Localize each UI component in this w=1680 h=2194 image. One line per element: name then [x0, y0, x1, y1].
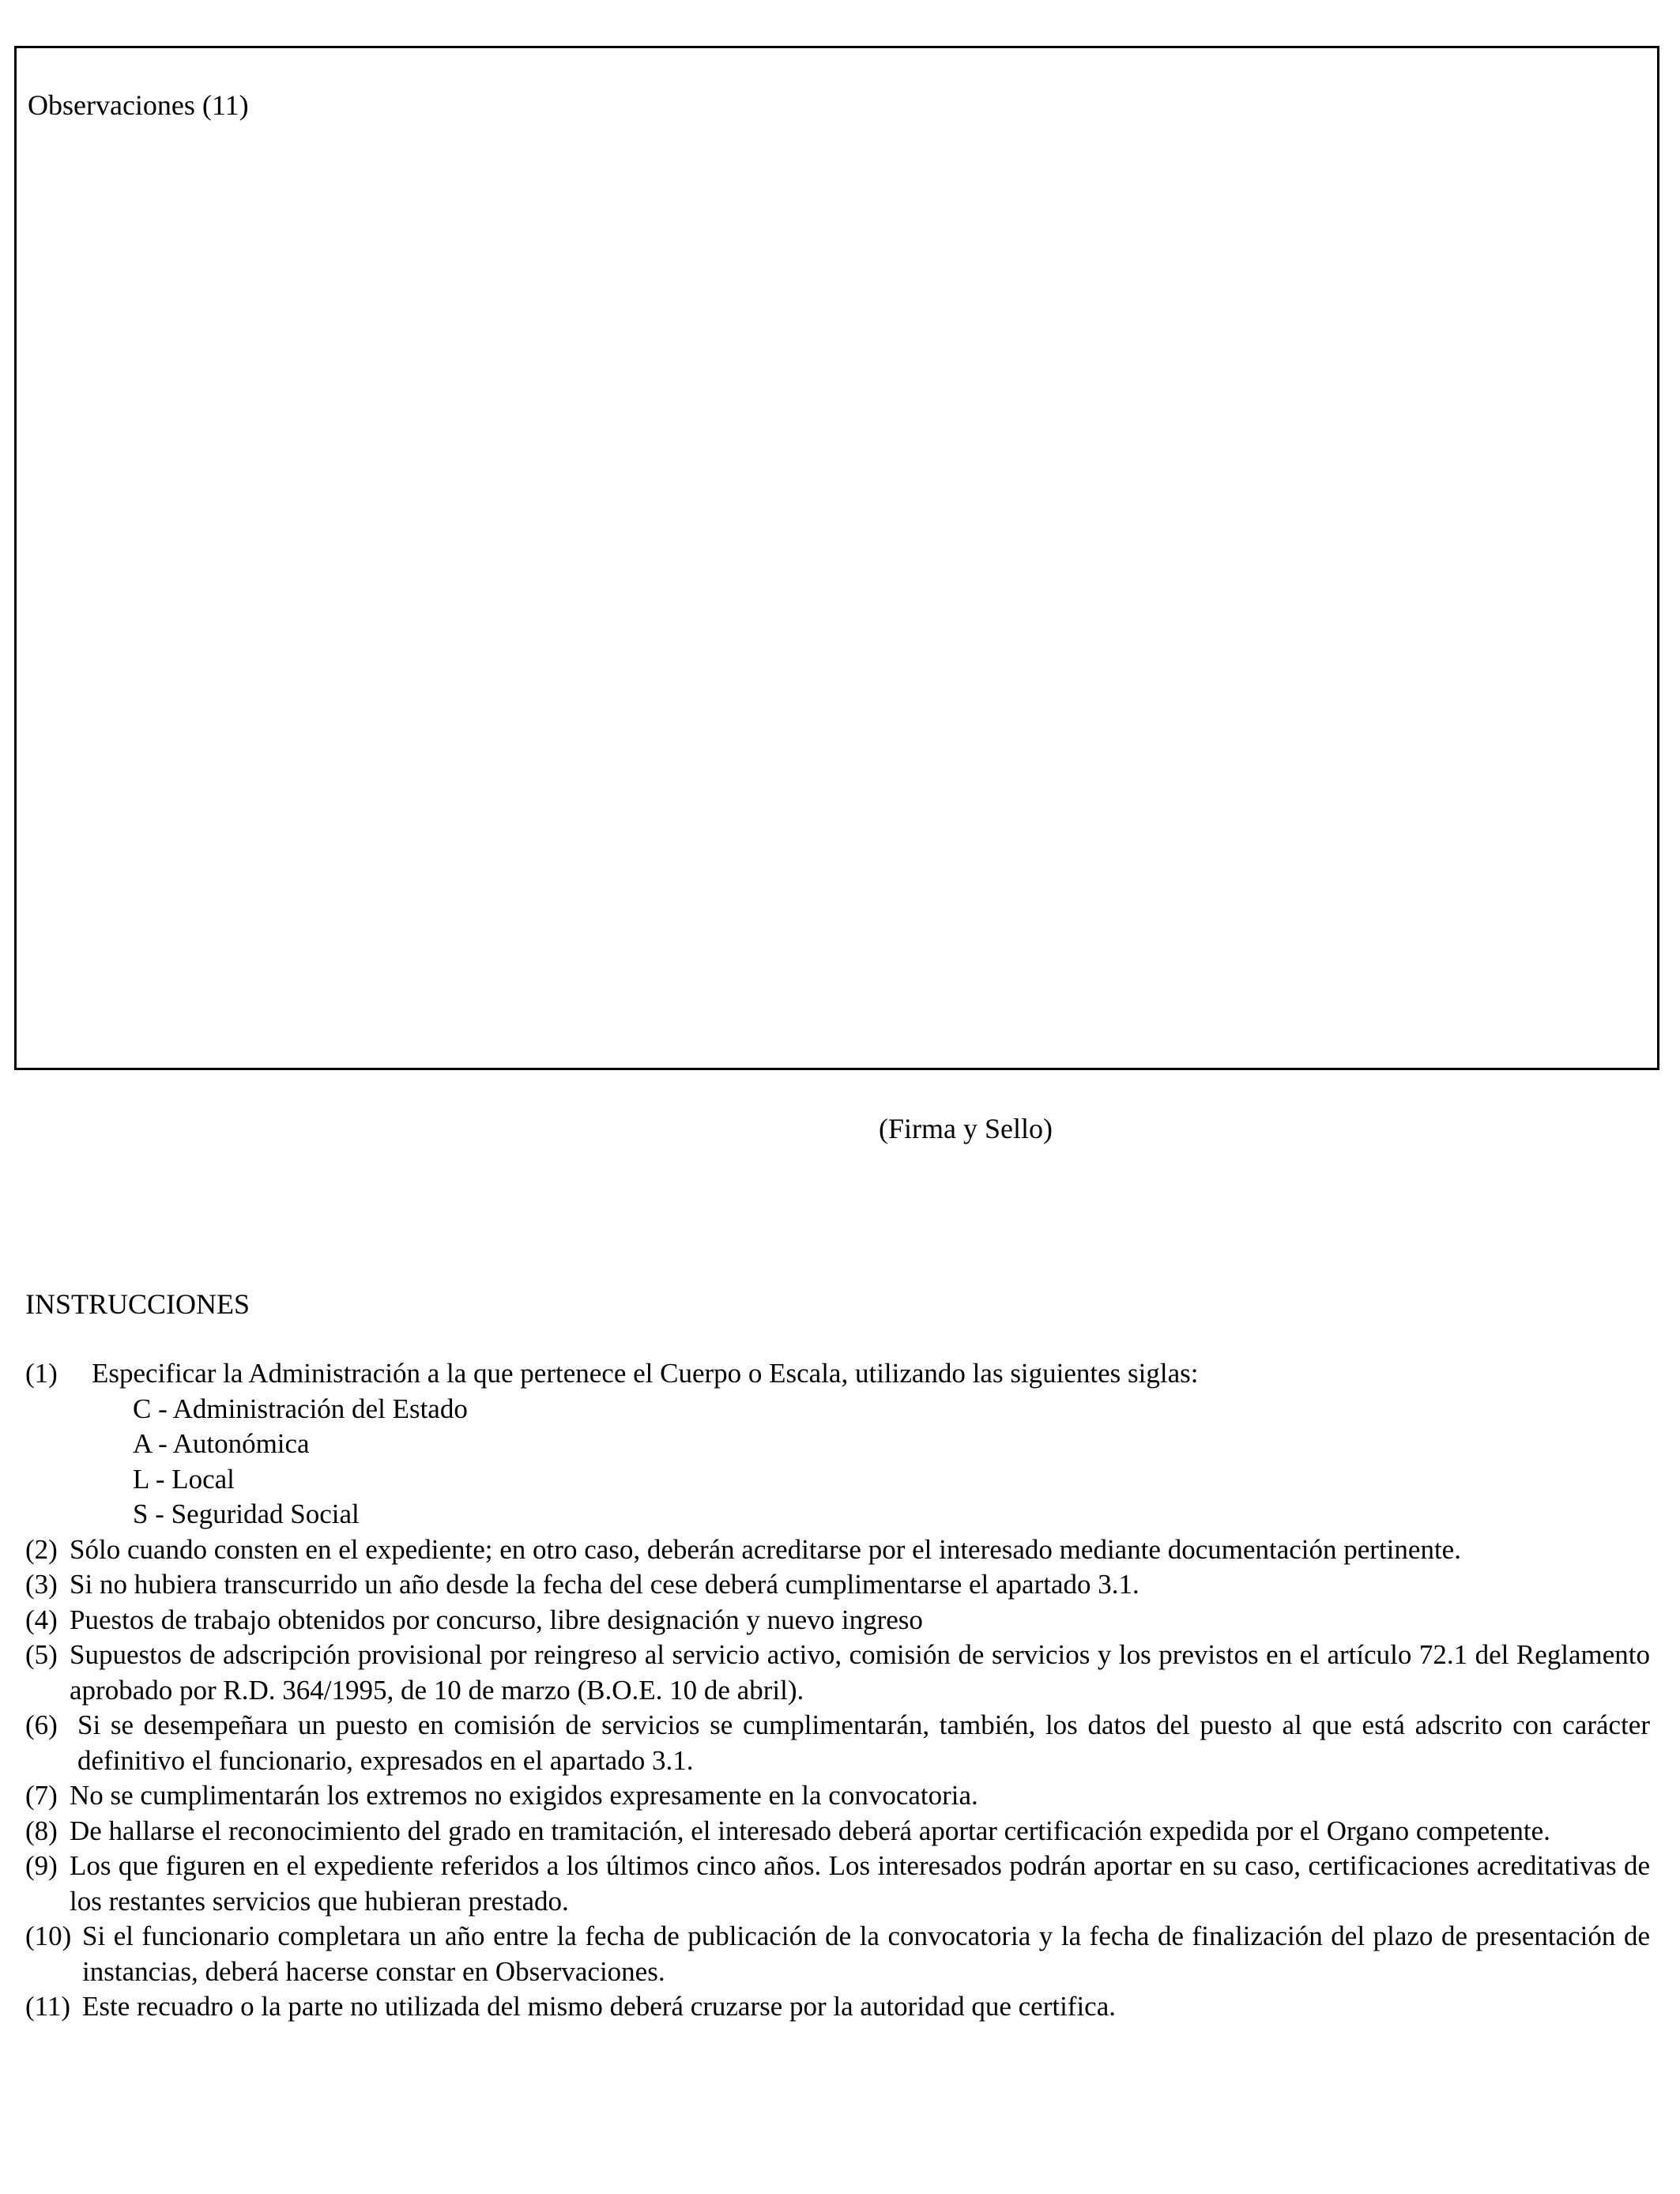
instruccion-text: Puestos de trabajo obtenidos por concurso, libre designación y nuevo ingreso: [70, 1604, 923, 1635]
instrucciones-title: INSTRUCCIONES: [25, 1288, 250, 1320]
instruccion-3: [25, 1567, 1650, 1603]
instruccion-number: (8): [25, 1815, 58, 1846]
instruccion-text: Si el funcionario completara un año entre la fecha de publicación de la convocatoria y la fecha de finalización del plazo de presentación de instancias, deberá hacerse constar en Observaciones.: [82, 1921, 1650, 1987]
sigla-item: A - Autonómica: [133, 1428, 310, 1459]
instruccion-text: De hallarse el reconocimiento del grado en tramitación, el interesado deberá aportar certificación expedida por el Organo competente.: [70, 1815, 1550, 1846]
instruccion-number: (11): [25, 1991, 71, 2022]
observaciones-label: Observaciones (11): [28, 89, 249, 121]
instruccion-8: [25, 1814, 1650, 1849]
instruccion-1: [25, 1356, 1650, 1392]
instruccion-number: (1): [25, 1358, 58, 1389]
instruccion-text: Sólo cuando consten en el expediente; en otro caso, deberán acreditarse por el interesado mediante documentación pertinente.: [70, 1533, 1461, 1565]
instruccion-6: [25, 1708, 1650, 1778]
instruccion-text: Si se desempeñara un puesto en comisión de servicios se cumplimentarán, también, los datos del puesto al que está adscrito con carácter definitivo el funcionario, expresados en el apartado 3.1.: [77, 1710, 1650, 1776]
instruccion-9: [25, 1849, 1650, 1919]
instruccion-text: Supuestos de adscripción provisional por reingreso al servicio activo, comisión de servicios y los previstos en el artículo 72.1 del Reglamento aprobado por R.D. 364/1995, de 10 de marzo (B.O.E. 10 de abril).: [70, 1639, 1650, 1706]
instruccion-10: [25, 1919, 1650, 1989]
instruccion-number: (3): [25, 1569, 58, 1600]
instruccion-7: [25, 1778, 1650, 1814]
instruccion-number: (9): [25, 1850, 58, 1881]
instruccion-number: (10): [25, 1921, 72, 1951]
instruccion-4: [25, 1603, 1650, 1638]
instruccion-text: No se cumplimentarán los extremos no exigidos expresamente en la convocatoria.: [70, 1780, 978, 1811]
instruccion-text: Especificar la Administración a la que pertenece el Cuerpo o Escala, utilizando las siguientes siglas:: [92, 1358, 1199, 1389]
instruccion-text: Este recuadro o la parte no utilizada del mismo deberá cruzarse por la autoridad que certifica.: [82, 1991, 1117, 2022]
instruccion-11: [25, 1989, 1650, 2025]
instruccion-2: [25, 1532, 1650, 1568]
instruccion-number: (2): [25, 1533, 58, 1565]
instruccion-5: [25, 1638, 1650, 1708]
instrucciones-list: [25, 1356, 1650, 2025]
instruccion-number: (5): [25, 1639, 58, 1670]
observaciones-box: [14, 46, 1659, 1070]
firma-y-sello-label: (Firma y Sello): [879, 1113, 1053, 1144]
instruccion-text: Los que figuren en el expediente referidos a los últimos cinco años. Los interesados podrán aportar en su caso, certificaciones acreditativas de los restantes servicios que hubieran prestado.: [70, 1850, 1650, 1917]
instruccion-number: (7): [25, 1780, 58, 1811]
instruccion-number: (6): [25, 1710, 58, 1740]
instruccion-text: Si no hubiera transcurrido un año desde la fecha del cese deberá cumplimentarse el apartado 3.1.: [70, 1569, 1139, 1600]
instruccion-number: (4): [25, 1604, 58, 1635]
sigla-item: L - Local: [133, 1463, 235, 1495]
sigla-item: S - Seguridad Social: [133, 1498, 360, 1529]
sigla-item: C - Administración del Estado: [133, 1393, 468, 1424]
